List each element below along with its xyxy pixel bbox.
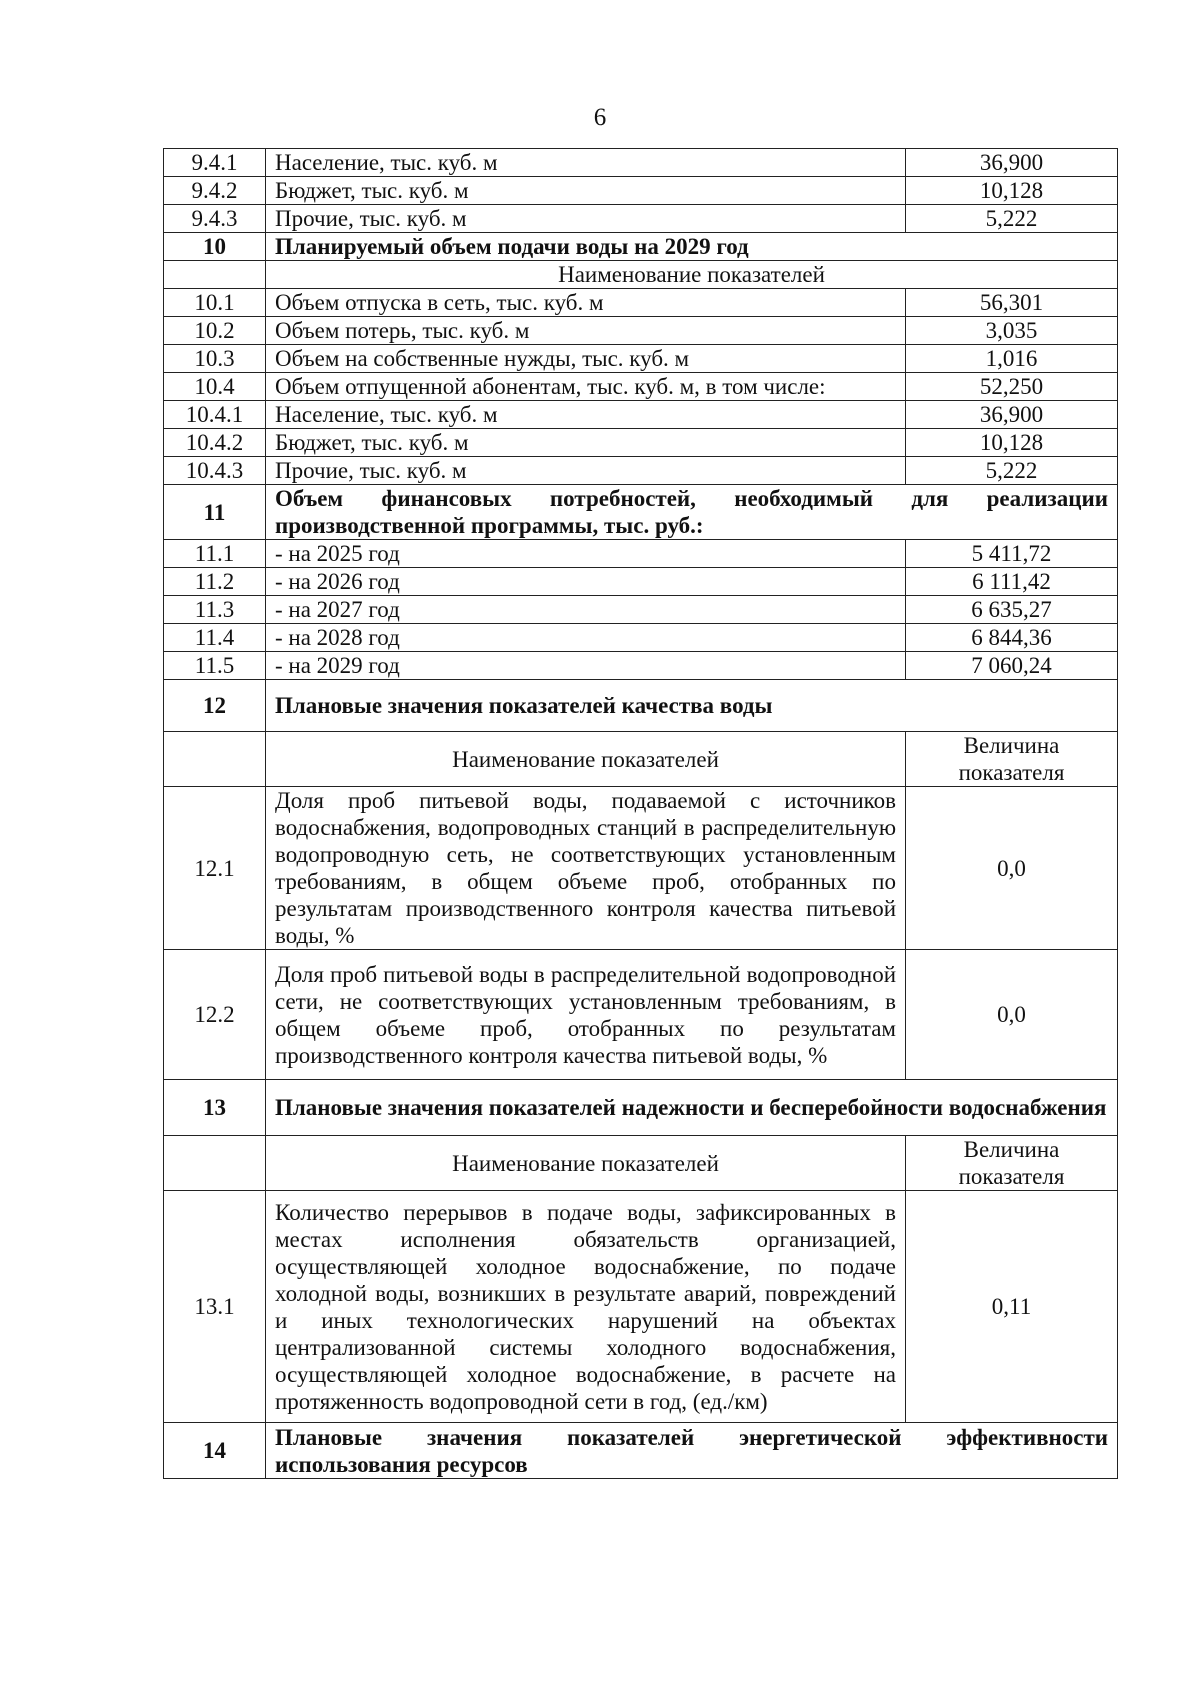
table-row (164, 401, 1118, 429)
table-row (164, 177, 1118, 205)
indicator-name: Прочие, тыс. куб. м (266, 205, 906, 233)
row-number: 12.2 (164, 950, 266, 1080)
indicator-name: Прочие, тыс. куб. м (266, 457, 906, 485)
indicators-table (163, 148, 1118, 1479)
row-number: 11.5 (164, 652, 266, 680)
page-number: 6 (593, 104, 607, 131)
section-row (164, 485, 1118, 540)
row-number: 9.4.3 (164, 205, 266, 233)
table-row (164, 345, 1118, 373)
indicator-value: 0,0 (906, 950, 1118, 1080)
indicator-value: 1,016 (906, 345, 1118, 373)
empty-cell (164, 1136, 266, 1191)
indicator-name: Объем на собственные нужды, тыс. куб. м (266, 345, 906, 373)
indicator-value: 6 111,42 (906, 568, 1118, 596)
section-number: 12 (164, 680, 266, 732)
section-row (164, 1423, 1118, 1479)
indicator-name: - на 2029 год (266, 652, 906, 680)
indicator-value: 10,128 (906, 177, 1118, 205)
row-number: 10.3 (164, 345, 266, 373)
empty-cell (164, 261, 266, 289)
section-title: Плановые значения показателей надежности и бесперебойности водоснабжения (266, 1080, 1118, 1136)
table-row (164, 596, 1118, 624)
indicator-name: - на 2026 год (266, 568, 906, 596)
indicators-table-body (164, 149, 1118, 1479)
indicator-value: 5,222 (906, 457, 1118, 485)
row-number: 11.4 (164, 624, 266, 652)
table-row (164, 787, 1118, 950)
column-header-value: Величина показателя (906, 732, 1118, 787)
row-number: 9.4.2 (164, 177, 266, 205)
indicator-value: 56,301 (906, 289, 1118, 317)
row-number: 10.1 (164, 289, 266, 317)
row-number: 9.4.1 (164, 149, 266, 177)
indicator-value: 10,128 (906, 429, 1118, 457)
column-header-name: Наименование показателей (266, 261, 1118, 289)
indicator-value: 0,0 (906, 787, 1118, 950)
indicator-value: 52,250 (906, 373, 1118, 401)
indicator-name: Бюджет, тыс. куб. м (266, 429, 906, 457)
section-title: Плановые значения показателей качества воды (266, 680, 1118, 732)
indicator-name: Доля проб питьевой воды в распределительной водопроводной сети, не соответствующих установленным требованиям, в общем объеме проб, отобранных по результатам производственного контроля качества питьевой воды, % (266, 950, 906, 1080)
row-number: 11.1 (164, 540, 266, 568)
indicator-name: Население, тыс. куб. м (266, 149, 906, 177)
table-row (164, 289, 1118, 317)
table-row (164, 624, 1118, 652)
indicator-value: 5,222 (906, 205, 1118, 233)
column-header-name: Наименование показателей (266, 732, 906, 787)
table-row (164, 205, 1118, 233)
column-header-value: Величина показателя (906, 1136, 1118, 1191)
indicator-name: - на 2025 год (266, 540, 906, 568)
section-title: Объем финансовых потребностей, необходимый для реализации производственной программы, тыс. руб.: (266, 485, 1118, 540)
indicator-name: Количество перерывов в подаче воды, зафиксированных в местах исполнения обязательств организацией, осуществляющей холодное водоснабжение, по подаче холодной воды, возникших в результате аварий, повреждений и иных технологических нарушений на объектах централизованной системы холодного водоснабжения, осуществляющей холодное водоснабжение, в расчете на протяженность водопроводной сети в год, (ед./км) (266, 1191, 906, 1423)
row-number: 10.4 (164, 373, 266, 401)
subheader-row (164, 1136, 1118, 1191)
section-number: 11 (164, 485, 266, 540)
section-row (164, 1080, 1118, 1136)
indicator-name: Население, тыс. куб. м (266, 401, 906, 429)
indicator-value: 7 060,24 (906, 652, 1118, 680)
section-title: Планируемый объем подачи воды на 2029 год (266, 233, 1118, 261)
row-number: 10.2 (164, 317, 266, 345)
indicator-name: Объем потерь, тыс. куб. м (266, 317, 906, 345)
table-row (164, 429, 1118, 457)
indicator-value: 0,11 (906, 1191, 1118, 1423)
table-row (164, 457, 1118, 485)
section-number: 14 (164, 1423, 266, 1479)
indicator-value: 36,900 (906, 149, 1118, 177)
table-row (164, 149, 1118, 177)
indicator-name: - на 2027 год (266, 596, 906, 624)
section-title: Плановые значения показателей энергетической эффективности использования ресурсов (266, 1423, 1118, 1479)
subheader-row (164, 261, 1118, 289)
row-number: 12.1 (164, 787, 266, 950)
empty-cell (164, 732, 266, 787)
section-row (164, 233, 1118, 261)
row-number: 10.4.3 (164, 457, 266, 485)
table-row (164, 950, 1118, 1080)
section-number: 13 (164, 1080, 266, 1136)
section-number: 10 (164, 233, 266, 261)
indicator-name: Объем отпуска в сеть, тыс. куб. м (266, 289, 906, 317)
subheader-row (164, 732, 1118, 787)
table-row (164, 1191, 1118, 1423)
indicator-value: 5 411,72 (906, 540, 1118, 568)
row-number: 10.4.1 (164, 401, 266, 429)
row-number: 13.1 (164, 1191, 266, 1423)
table-row (164, 652, 1118, 680)
row-number: 11.3 (164, 596, 266, 624)
row-number: 11.2 (164, 568, 266, 596)
table-row (164, 317, 1118, 345)
indicator-value: 36,900 (906, 401, 1118, 429)
indicator-value: 3,035 (906, 317, 1118, 345)
table-row (164, 373, 1118, 401)
table-row (164, 568, 1118, 596)
indicator-name: Объем отпущенной абонентам, тыс. куб. м, в том числе: (266, 373, 906, 401)
row-number: 10.4.2 (164, 429, 266, 457)
section-row (164, 680, 1118, 732)
table-row (164, 540, 1118, 568)
column-header-name: Наименование показателей (266, 1136, 906, 1191)
indicator-value: 6 844,36 (906, 624, 1118, 652)
indicator-name: Бюджет, тыс. куб. м (266, 177, 906, 205)
indicator-value: 6 635,27 (906, 596, 1118, 624)
indicator-name: Доля проб питьевой воды, подаваемой с источников водоснабжения, водопроводных станций в распределительную водопроводную сеть, не соответствующих установленным требованиям, в общем объеме проб, отобранных по результатам производственного контроля качества питьевой воды, % (266, 787, 906, 950)
indicator-name: - на 2028 год (266, 624, 906, 652)
